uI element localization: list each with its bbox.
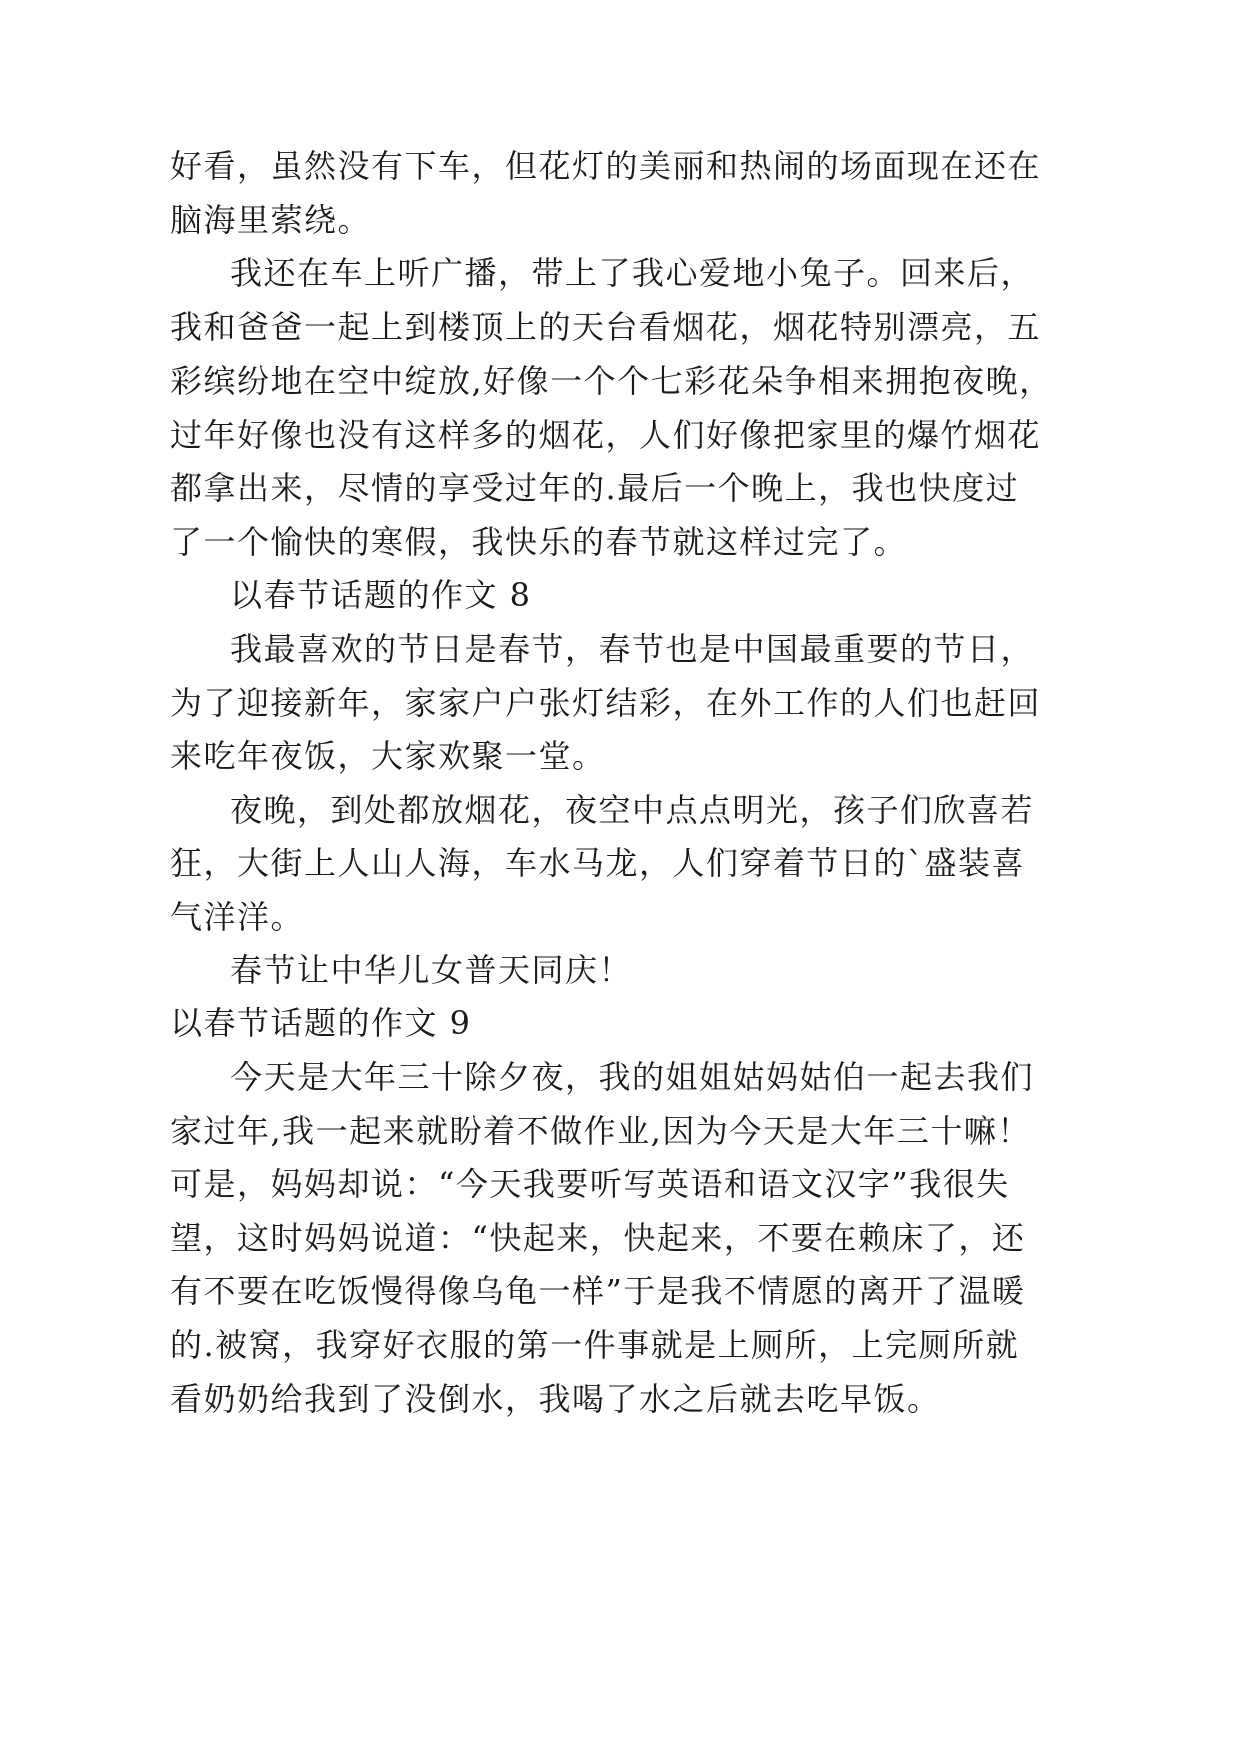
text-line: 可是，妈妈却说：“今天我要听写英语和语文汉字”我很失: [170, 1165, 1010, 1203]
text-line: 的.被窝，我穿好衣服的第一件事就是上厕所，上完厕所就: [170, 1326, 1020, 1364]
text-line: 今天是大年三十除夕夜，我的姐姐姑妈姑伯一起去我们: [230, 1058, 1035, 1096]
text-line: 脑海里萦绕。: [170, 201, 372, 239]
text-line: 过年好像也没有这样多的烟花，人们好像把家里的爆竹烟花: [170, 416, 1042, 454]
text-line: 我还在车上听广播，带上了我心爱地小兔子。回来后，: [230, 254, 1035, 292]
section-heading: 以春节话题的作文 8: [230, 576, 532, 614]
text-line: 我和爸爸一起上到楼顶上的天台看烟花，烟花特别漂亮，五: [170, 308, 1042, 346]
text-line: 了一个愉快的寒假，我快乐的春节就这样过完了。: [170, 523, 908, 561]
section-heading: 以春节话题的作文 9: [170, 1004, 472, 1042]
text-line: 春节让中华儿女普天同庆！: [230, 951, 633, 989]
text-line: 气洋洋。: [170, 898, 305, 936]
text-line: 狂，大街上人山人海，车水马龙，人们穿着节日的`盛装喜: [170, 844, 1026, 882]
text-line: 都拿出来，尽情的享受过年的.最后一个晚上，我也快度过: [170, 469, 1020, 507]
text-line: 有不要在吃饭慢得像乌龟一样”于是我不情愿的离开了温暖: [170, 1272, 1026, 1310]
text-line: 看奶奶给我到了没倒水，我喝了水之后就去吃早饭。: [170, 1380, 941, 1418]
text-line: 我最喜欢的节日是春节，春节也是中国最重要的节日，: [230, 630, 1035, 668]
text-line: 好看，虽然没有下车，但花灯的美丽和热闹的场面现在还在: [170, 147, 1042, 185]
text-line: 来吃年夜饭，大家欢聚一堂。: [170, 737, 606, 775]
text-line: 家过年,我一起来就盼着不做作业,因为今天是大年三十嘛！: [170, 1112, 1031, 1150]
text-line: 彩缤纷地在空中绽放,好像一个个七彩花朵争相来拥抱夜晚，: [170, 362, 1053, 400]
text-line: 为了迎接新年，家家户户张灯结彩，在外工作的人们也赶回: [170, 684, 1042, 722]
text-line: 望，这时妈妈说道：“快起来，快起来，不要在赖床了，还: [170, 1219, 1026, 1257]
text-line: 夜晚，到处都放烟花，夜空中点点明光，孩子们欣喜若: [230, 791, 1035, 829]
